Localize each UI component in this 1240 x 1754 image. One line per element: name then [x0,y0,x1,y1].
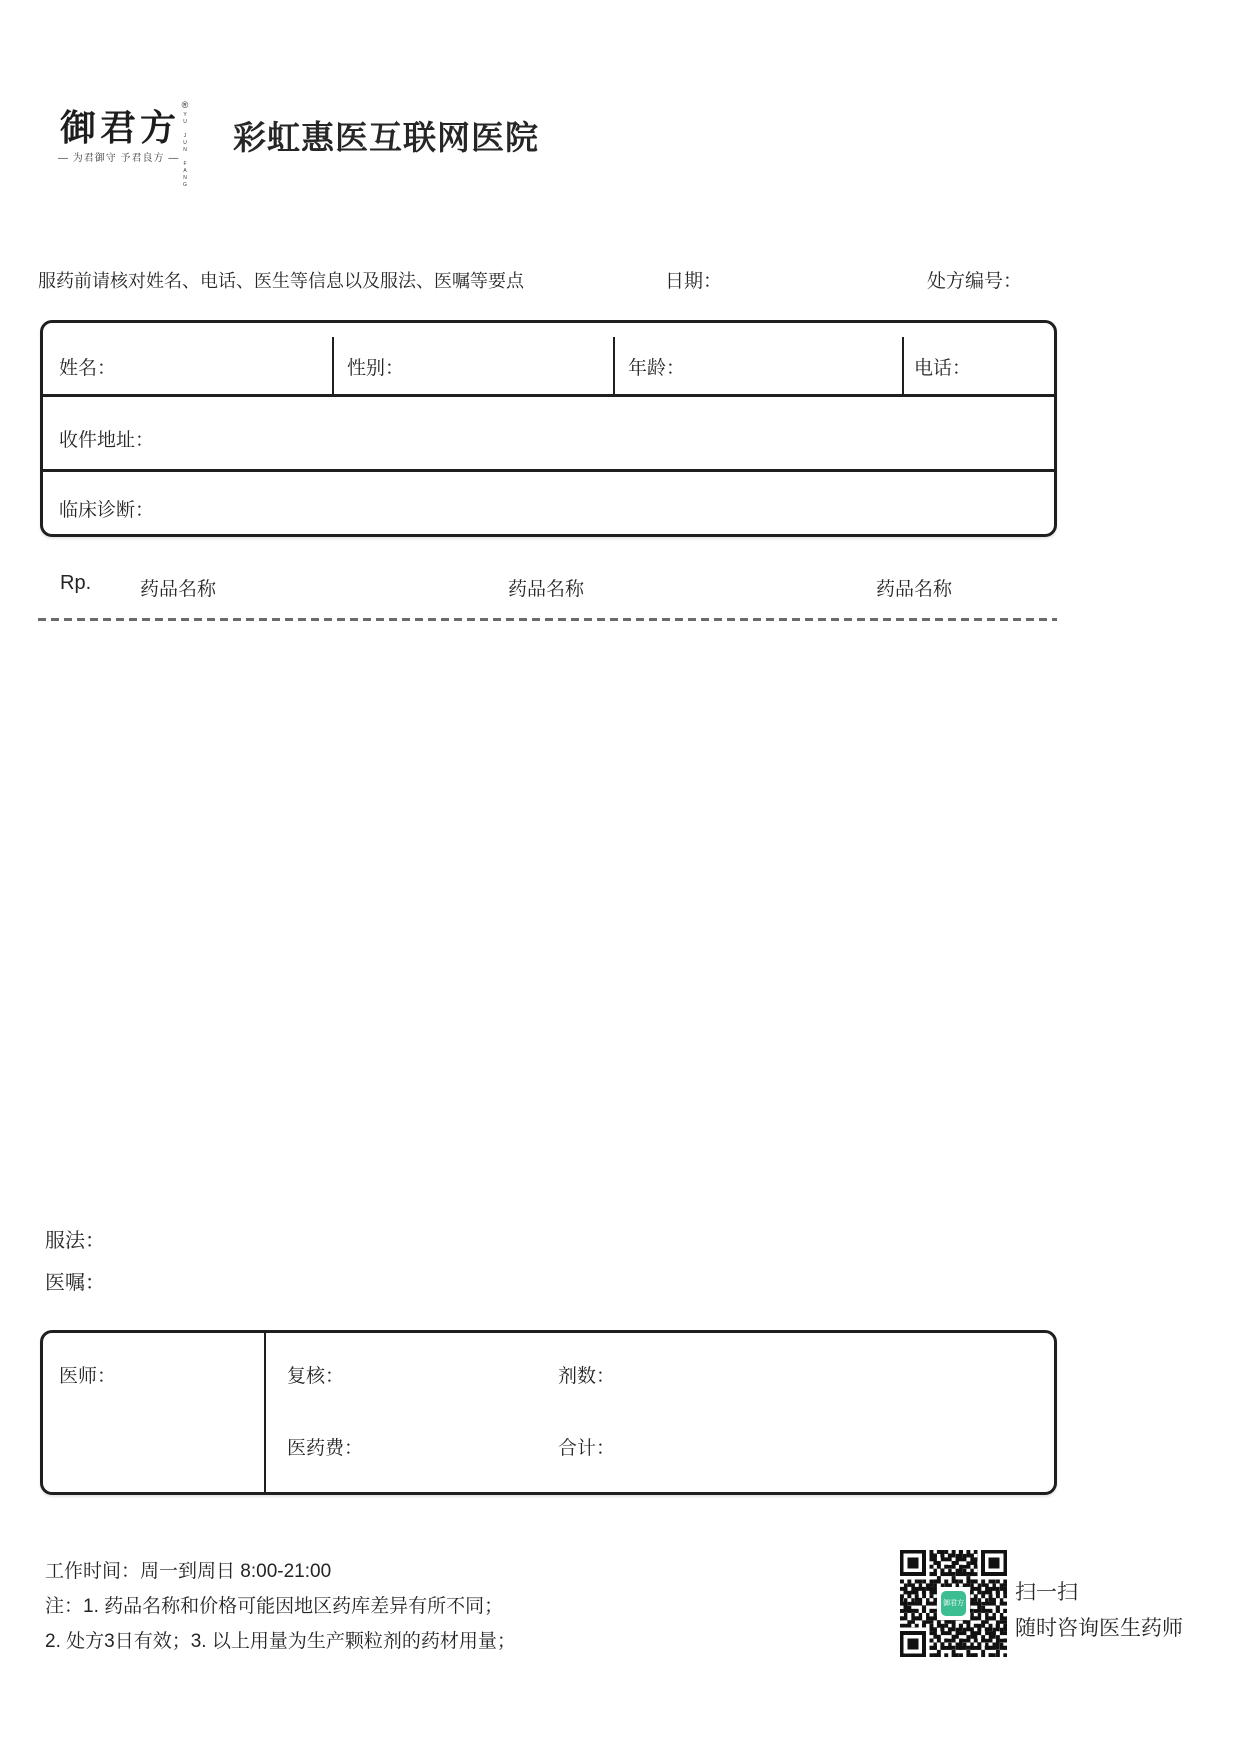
brand-tagline: — 为君御守 予君良方 — [58,153,180,164]
qr-center-brand-badge: 御君方 [941,1591,966,1616]
scan-hint-text: 随时咨询医生药师 [1015,1617,1183,1640]
drug-name-column-header: 药品名称 [140,579,217,600]
hospital-title: 彩虹惠医互联网医院 [233,119,539,156]
drug-name-column-header: 药品名称 [876,579,953,600]
brand-logo: 御君方 [60,107,181,149]
brand-logo-vertical-text: YU JUN FANG [182,112,188,189]
field-divider [902,337,904,394]
medicine-fee-label: 医药费： [287,1438,364,1459]
row-divider [42,469,1055,472]
rp-separator-dashed-line [38,618,1057,621]
field-divider [332,337,334,394]
working-hours-text: 工作时间：周一到周日 8:00-21:00 [45,1561,332,1582]
doctor-advice-label: 医嘱： [45,1272,105,1294]
field-divider [613,337,615,394]
check-reminder-text: 服药前请核对姓名、电话、医生等信息以及服法、医嘱等要点 [38,271,524,291]
rx-number-label: 处方编号： [927,271,1023,292]
footer-note-line2: 2. 处方3日有效；3. 以上用量为生产颗粒剂的药材用量； [45,1631,516,1652]
scan-me-label: 扫一扫 [1015,1581,1078,1604]
brand-logo-side [178,101,192,189]
patient-name-label: 姓名： [59,358,117,379]
qr-code [900,1550,1007,1657]
patient-age-label: 年龄： [628,358,686,379]
usage-method-label: 服法： [45,1230,105,1252]
field-divider [264,1332,266,1493]
clinical-diagnosis-label: 临床诊断： [59,500,155,521]
drug-name-column-header: 药品名称 [508,579,585,600]
row-divider [42,394,1055,397]
patient-info-box [40,320,1057,537]
rp-label: Rp. [60,572,92,594]
patient-gender-label: 性别： [347,358,405,379]
footer-note-line1: 注：1. 药品名称和价格可能因地区药库差异有所不同； [45,1596,504,1617]
patient-phone-label: 电话： [914,358,972,379]
dose-count-label: 剂数： [558,1366,616,1387]
reviewer-label: 复核： [287,1366,345,1387]
doctor-label: 医师： [59,1366,117,1387]
registered-trademark-icon: ® [181,100,189,110]
shipping-address-label: 收件地址： [59,430,155,451]
date-label: 日期： [665,271,723,292]
signature-fee-box [40,1330,1057,1495]
total-label: 合计： [558,1438,616,1459]
